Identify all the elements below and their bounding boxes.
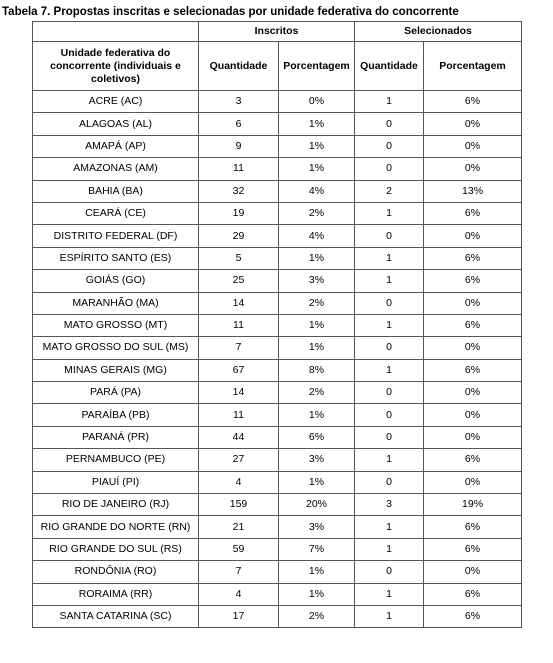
table-row (33, 270, 522, 292)
porcentagem-selecionados-cell: 0% (424, 426, 522, 448)
table-row (33, 538, 522, 560)
quantidade-selecionados-cell: 1 (355, 202, 424, 224)
quantidade-selecionados-cell: 1 (355, 270, 424, 292)
porcentagem-inscritos-cell: 1% (279, 471, 355, 493)
table-row (33, 225, 522, 247)
porcentagem-selecionados-cell: 0% (424, 404, 522, 426)
porcentagem-selecionados-cell: 6% (424, 202, 522, 224)
column-header-row (33, 42, 522, 91)
porcentagem-selecionados-cell: 6% (424, 359, 522, 381)
porcentagem-inscritos-cell: 3% (279, 516, 355, 538)
quantidade-inscritos-header: Quantidade (199, 42, 279, 91)
porcentagem-inscritos-cell: 2% (279, 605, 355, 627)
porcentagem-inscritos-cell: 6% (279, 426, 355, 448)
porcentagem-inscritos-cell: 2% (279, 202, 355, 224)
table-row (33, 337, 522, 359)
quantidade-selecionados-cell: 2 (355, 180, 424, 202)
porcentagem-inscritos-cell: 1% (279, 247, 355, 269)
uf-cell: GOIÁS (GO) (33, 270, 199, 292)
porcentagem-selecionados-cell: 6% (424, 449, 522, 471)
porcentagem-selecionados-cell: 0% (424, 158, 522, 180)
porcentagem-inscritos-cell: 4% (279, 225, 355, 247)
uf-cell: RONDÔNIA (RO) (33, 561, 199, 583)
table-row (33, 404, 522, 426)
quantidade-selecionados-cell: 1 (355, 449, 424, 471)
quantidade-selecionados-cell: 0 (355, 471, 424, 493)
uf-cell: RIO GRANDE DO NORTE (RN) (33, 516, 199, 538)
quantidade-selecionados-cell: 0 (355, 135, 424, 157)
porcentagem-inscritos-cell: 1% (279, 113, 355, 135)
uf-cell: MINAS GERAIS (MG) (33, 359, 199, 381)
porcentagem-selecionados-cell: 0% (424, 382, 522, 404)
quantidade-inscritos-cell: 27 (199, 449, 279, 471)
table-row (33, 158, 522, 180)
uf-cell: MATO GROSSO (MT) (33, 314, 199, 336)
uf-cell: PERNAMBUCO (PE) (33, 449, 199, 471)
porcentagem-inscritos-cell: 1% (279, 583, 355, 605)
porcentagem-selecionados-header: Porcentagem (424, 42, 522, 91)
table-row (33, 382, 522, 404)
porcentagem-inscritos-cell: 1% (279, 158, 355, 180)
quantidade-selecionados-cell: 0 (355, 225, 424, 247)
uf-cell: RIO GRANDE DO SUL (RS) (33, 538, 199, 560)
quantidade-inscritos-cell: 29 (199, 225, 279, 247)
quantidade-selecionados-cell: 0 (355, 561, 424, 583)
table-row (33, 516, 522, 538)
quantidade-selecionados-cell: 0 (355, 382, 424, 404)
porcentagem-selecionados-cell: 0% (424, 471, 522, 493)
quantidade-inscritos-cell: 4 (199, 583, 279, 605)
quantidade-inscritos-cell: 7 (199, 561, 279, 583)
quantidade-inscritos-cell: 3 (199, 91, 279, 113)
uf-cell: SANTA CATARINA (SC) (33, 605, 199, 627)
table-row (33, 91, 522, 113)
uf-cell: CEARÁ (CE) (33, 202, 199, 224)
quantidade-selecionados-cell: 1 (355, 538, 424, 560)
uf-cell: BAHIA (BA) (33, 180, 199, 202)
uf-cell: ESPÍRITO SANTO (ES) (33, 247, 199, 269)
uf-cell: PIAUÍ (PI) (33, 471, 199, 493)
porcentagem-selecionados-cell: 0% (424, 337, 522, 359)
uf-cell: MARANHÃO (MA) (33, 292, 199, 314)
table-row (33, 561, 522, 583)
quantidade-selecionados-cell: 1 (355, 583, 424, 605)
quantidade-selecionados-cell: 3 (355, 494, 424, 516)
porcentagem-selecionados-cell: 6% (424, 516, 522, 538)
porcentagem-selecionados-cell: 6% (424, 538, 522, 560)
table-row (33, 292, 522, 314)
selecionados-group-header: Selecionados (355, 22, 522, 42)
table-caption: Tabela 7. Propostas inscritas e selecionadas por unidade federativa do concorrente (2, 6, 459, 18)
quantidade-selecionados-header: Quantidade (355, 42, 424, 91)
quantidade-selecionados-cell: 1 (355, 605, 424, 627)
quantidade-inscritos-cell: 21 (199, 516, 279, 538)
quantidade-inscritos-cell: 32 (199, 180, 279, 202)
uf-cell: ALAGOAS (AL) (33, 113, 199, 135)
porcentagem-inscritos-cell: 7% (279, 538, 355, 560)
porcentagem-inscritos-cell: 2% (279, 382, 355, 404)
quantidade-inscritos-cell: 19 (199, 202, 279, 224)
table-row (33, 135, 522, 157)
porcentagem-selecionados-cell: 0% (424, 561, 522, 583)
quantidade-inscritos-cell: 67 (199, 359, 279, 381)
uf-cell: DISTRITO FEDERAL (DF) (33, 225, 199, 247)
porcentagem-selecionados-cell: 0% (424, 135, 522, 157)
porcentagem-inscritos-cell: 4% (279, 180, 355, 202)
porcentagem-selecionados-cell: 6% (424, 270, 522, 292)
porcentagem-inscritos-cell: 1% (279, 337, 355, 359)
porcentagem-selecionados-cell: 0% (424, 225, 522, 247)
table-row (33, 426, 522, 448)
porcentagem-selecionados-cell: 0% (424, 292, 522, 314)
porcentagem-inscritos-cell: 1% (279, 561, 355, 583)
uf-cell: ACRE (AC) (33, 91, 199, 113)
porcentagem-selecionados-cell: 6% (424, 583, 522, 605)
porcentagem-inscritos-header: Porcentagem (279, 42, 355, 91)
quantidade-inscritos-cell: 14 (199, 292, 279, 314)
table-row (33, 113, 522, 135)
uf-cell: PARAÍBA (PB) (33, 404, 199, 426)
quantidade-inscritos-cell: 4 (199, 471, 279, 493)
uf-cell: RIO DE JANEIRO (RJ) (33, 494, 199, 516)
table-body (33, 91, 522, 628)
quantidade-inscritos-cell: 11 (199, 314, 279, 336)
quantidade-inscritos-cell: 7 (199, 337, 279, 359)
porcentagem-selecionados-cell: 13% (424, 180, 522, 202)
quantidade-selecionados-cell: 0 (355, 158, 424, 180)
quantidade-inscritos-cell: 159 (199, 494, 279, 516)
table-row (33, 494, 522, 516)
porcentagem-inscritos-cell: 2% (279, 292, 355, 314)
table-row (33, 202, 522, 224)
porcentagem-selecionados-cell: 6% (424, 91, 522, 113)
porcentagem-inscritos-cell: 1% (279, 404, 355, 426)
porcentagem-selecionados-cell: 6% (424, 314, 522, 336)
empty-header-cell (33, 22, 199, 42)
porcentagem-selecionados-cell: 6% (424, 605, 522, 627)
porcentagem-selecionados-cell: 6% (424, 247, 522, 269)
quantidade-selecionados-cell: 0 (355, 404, 424, 426)
quantidade-inscritos-cell: 44 (199, 426, 279, 448)
porcentagem-inscritos-cell: 1% (279, 314, 355, 336)
group-header-row (33, 22, 522, 42)
table-row (33, 180, 522, 202)
quantidade-inscritos-cell: 5 (199, 247, 279, 269)
uf-cell: MATO GROSSO DO SUL (MS) (33, 337, 199, 359)
table-row (33, 359, 522, 381)
quantidade-selecionados-cell: 1 (355, 516, 424, 538)
quantidade-selecionados-cell: 1 (355, 359, 424, 381)
table-row (33, 449, 522, 471)
proposals-by-state-table (32, 21, 522, 628)
uf-cell: RORAIMA (RR) (33, 583, 199, 605)
uf-cell: AMAZONAS (AM) (33, 158, 199, 180)
quantidade-selecionados-cell: 0 (355, 426, 424, 448)
uf-cell: PARANÁ (PR) (33, 426, 199, 448)
quantidade-selecionados-cell: 0 (355, 292, 424, 314)
quantidade-inscritos-cell: 11 (199, 158, 279, 180)
quantidade-inscritos-cell: 59 (199, 538, 279, 560)
quantidade-inscritos-cell: 14 (199, 382, 279, 404)
uf-column-header: Unidade federativa do concorrente (individuais e coletivos) (33, 42, 199, 91)
uf-cell: AMAPÁ (AP) (33, 135, 199, 157)
porcentagem-selecionados-cell: 19% (424, 494, 522, 516)
inscritos-group-header: Inscritos (199, 22, 355, 42)
porcentagem-inscritos-cell: 8% (279, 359, 355, 381)
quantidade-inscritos-cell: 17 (199, 605, 279, 627)
porcentagem-inscritos-cell: 0% (279, 91, 355, 113)
quantidade-selecionados-cell: 0 (355, 113, 424, 135)
table-row (33, 314, 522, 336)
porcentagem-inscritos-cell: 1% (279, 135, 355, 157)
table-row (33, 471, 522, 493)
quantidade-selecionados-cell: 1 (355, 314, 424, 336)
table-row (33, 247, 522, 269)
porcentagem-inscritos-cell: 20% (279, 494, 355, 516)
quantidade-inscritos-cell: 25 (199, 270, 279, 292)
quantidade-inscritos-cell: 11 (199, 404, 279, 426)
quantidade-selecionados-cell: 1 (355, 247, 424, 269)
porcentagem-selecionados-cell: 0% (424, 113, 522, 135)
porcentagem-inscritos-cell: 3% (279, 270, 355, 292)
quantidade-inscritos-cell: 6 (199, 113, 279, 135)
quantidade-selecionados-cell: 1 (355, 91, 424, 113)
table-row (33, 605, 522, 627)
uf-cell: PARÁ (PA) (33, 382, 199, 404)
quantidade-inscritos-cell: 9 (199, 135, 279, 157)
porcentagem-inscritos-cell: 3% (279, 449, 355, 471)
table-row (33, 583, 522, 605)
quantidade-selecionados-cell: 0 (355, 337, 424, 359)
